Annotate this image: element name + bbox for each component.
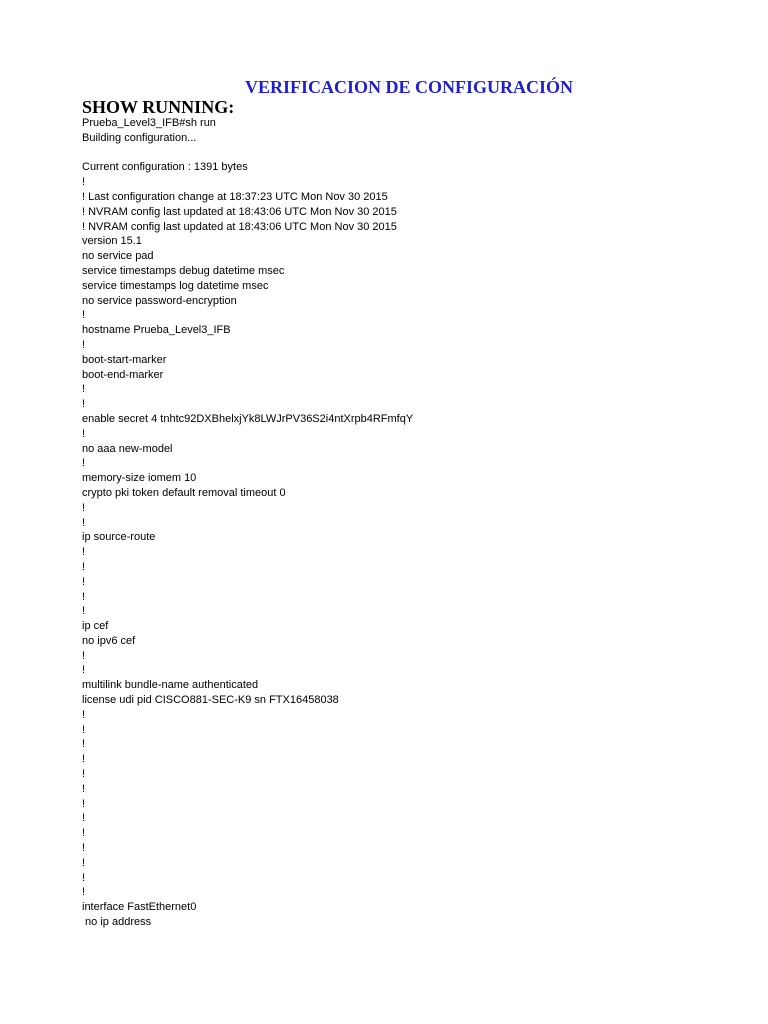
config-line: ! [82, 516, 86, 529]
config-output [82, 116, 413, 930]
config-line: Building configuration... [82, 131, 197, 144]
document-title [0, 76, 768, 98]
config-line: ! [82, 427, 86, 440]
config-line: version 15.1 [82, 235, 142, 248]
config-line: ! [82, 797, 86, 810]
config-line: ! [82, 664, 86, 677]
config-line: ! [82, 338, 86, 351]
config-line: ! [82, 457, 86, 470]
config-line: ! [82, 501, 86, 514]
config-line: ! [82, 782, 86, 795]
config-line: service timestamps log datetime msec [82, 279, 269, 292]
config-line: ! [82, 176, 86, 189]
config-line: ! Last configuration change at 18:37:23 UTC Mon Nov 30 2015 [82, 190, 388, 203]
config-line: memory-size iomem 10 [82, 472, 197, 485]
config-line: ! [82, 383, 86, 396]
config-line: ! [82, 886, 86, 899]
config-line: ip source-route [82, 531, 156, 544]
config-line: interface FastEthernet0 [82, 901, 197, 914]
config-line: ip cef [82, 620, 109, 633]
config-line: no service password-encryption [82, 294, 237, 307]
config-line: ! [82, 871, 86, 884]
config-line: multilink bundle-name authenticated [82, 679, 259, 692]
config-line: ! [82, 708, 86, 721]
config-line: ! [82, 575, 86, 588]
config-line: no ipv6 cef [82, 634, 136, 647]
config-line: ! [82, 546, 86, 559]
config-line: ! [82, 856, 86, 869]
config-line: crypto pki token default removal timeout 0 [82, 486, 286, 499]
config-line: enable secret 4 tnhtc92DXBhelxjYk8LWJrPV36S2i4ntXrpb4RFmfqY [82, 412, 414, 425]
config-line: Current configuration : 1391 bytes [82, 161, 248, 174]
config-line: boot-end-marker [82, 368, 164, 381]
config-line: ! NVRAM config last updated at 18:43:06 UTC Mon Nov 30 2015 [82, 205, 397, 218]
config-line: ! [82, 842, 86, 855]
config-line: no aaa new-model [82, 442, 173, 455]
config-line: ! [82, 812, 86, 825]
config-line: ! [82, 827, 86, 840]
config-line: ! [82, 605, 86, 618]
config-line: Prueba_Level3_IFB#sh run [82, 117, 216, 129]
config-line: ! [82, 590, 86, 603]
config-line: hostname Prueba_Level3_IFB [82, 324, 231, 337]
config-line: ! [82, 753, 86, 766]
config-line: license udi pid CISCO881-SEC-K9 sn FTX16458038 [82, 694, 339, 707]
document-title-text: VERIFICACION DE CONFIGURACIÓN [245, 77, 574, 97]
config-line: ! [82, 398, 86, 411]
config-line: boot-start-marker [82, 353, 167, 366]
config-line: no service pad [82, 250, 154, 263]
config-line: ! [82, 560, 86, 573]
config-line: ! [82, 768, 86, 781]
config-line: ! [82, 649, 86, 662]
config-line: no ip address [82, 916, 152, 929]
config-line [82, 146, 413, 161]
config-line: ! [82, 738, 86, 751]
config-line: service timestamps debug datetime msec [82, 264, 285, 277]
section-heading: SHOW RUNNING: [82, 97, 235, 117]
config-line: ! [82, 309, 86, 322]
config-line: ! NVRAM config last updated at 18:43:06 UTC Mon Nov 30 2015 [82, 220, 397, 233]
config-line: ! [82, 723, 86, 736]
